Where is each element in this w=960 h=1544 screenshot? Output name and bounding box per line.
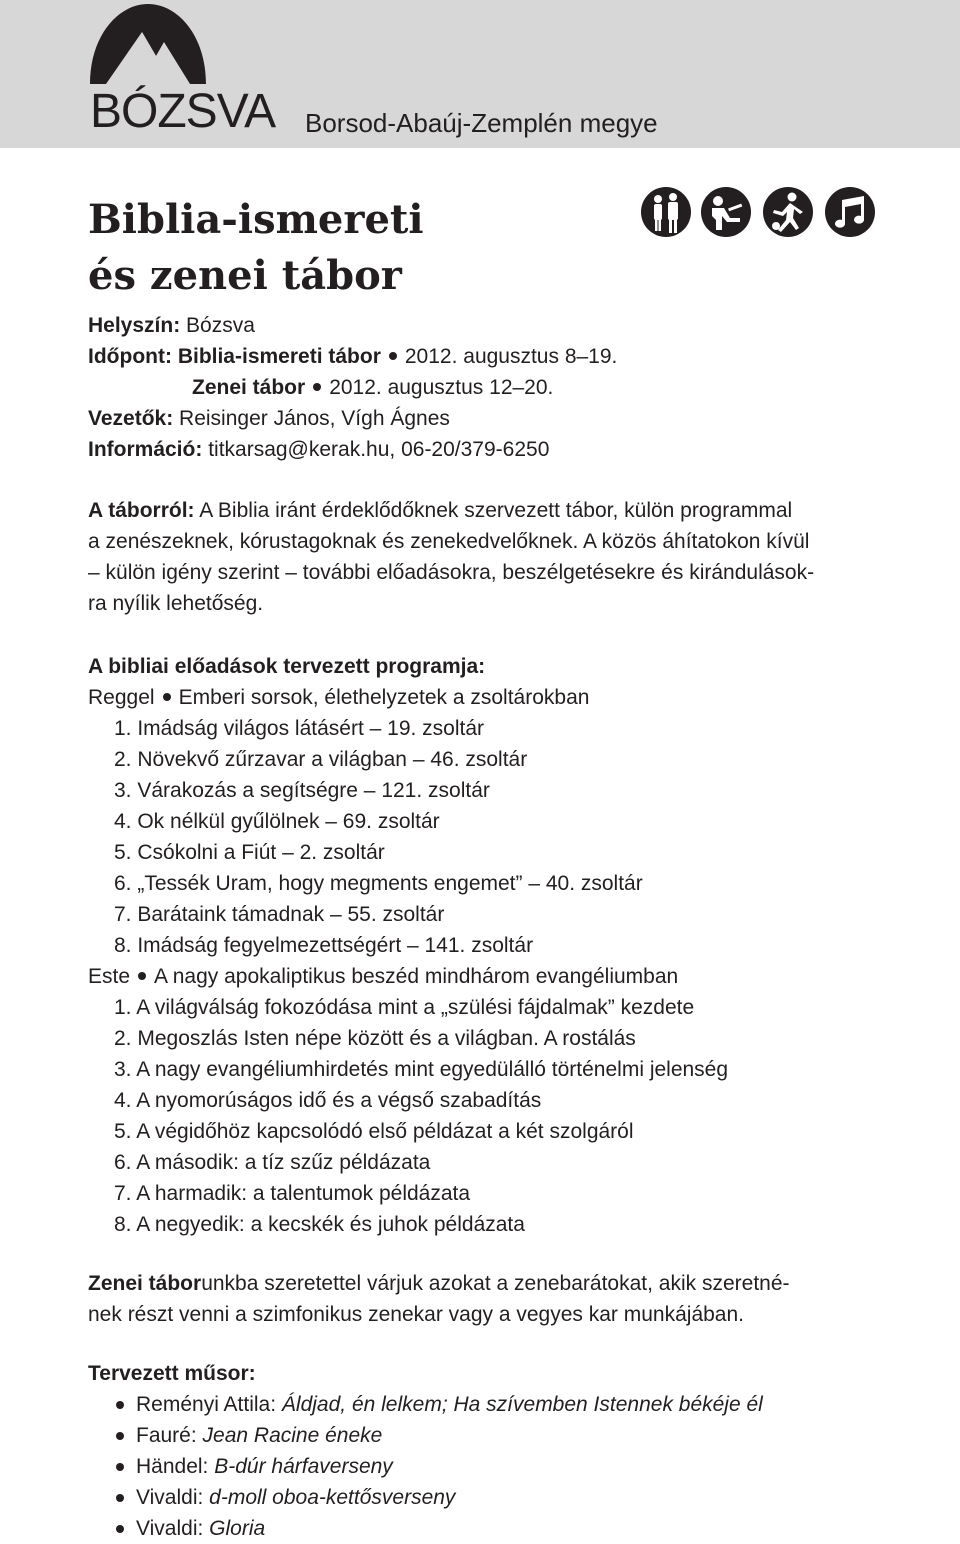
list-item xyxy=(88,1513,763,1544)
list-item: 7. A harmadik: a talentumok példázata xyxy=(114,1182,471,1205)
leaders-value: Reisinger János, Vígh Ágnes xyxy=(179,407,450,430)
reading-icon xyxy=(700,186,752,238)
music-icon xyxy=(824,186,876,238)
about-text: A Biblia iránt érdeklődőknek szervezett tábor, külön programmal xyxy=(194,499,793,522)
program-heading: A bibliai előadások tervezett programja: xyxy=(88,655,486,678)
list-item: 3. Várakozás a segítségre – 121. zsoltár xyxy=(114,779,490,802)
list-item: 6. „Tessék Uram, hogy megments engemet” – 40. zsoltár xyxy=(114,872,643,895)
music-camp-paragraph xyxy=(88,1268,878,1330)
evening-title: A nagy apokaliptikus beszéd mindhárom evangéliumban xyxy=(154,965,679,988)
about-line: a zenészeknek, kórustagoknak és zenekedvelőknek. A közös áhítatokon kívül xyxy=(88,530,810,553)
location-label: Helyszín: xyxy=(88,314,181,337)
bullet-icon xyxy=(313,383,321,391)
leaders-row xyxy=(88,403,617,434)
planned-heading: Tervezett műsor: xyxy=(88,1362,256,1385)
about-line: ra nyílik lehetőség. xyxy=(88,592,264,615)
composer: Händel: xyxy=(136,1455,215,1478)
about-line: – külön igény szerint – további előadásokra, beszélgetésekre és kirándulások- xyxy=(88,561,815,584)
location-row xyxy=(88,310,617,341)
bullet-icon xyxy=(163,693,171,701)
list-item: 5. Csókolni a Fiút – 2. zsoltár xyxy=(114,841,385,864)
planned-program-section xyxy=(88,1358,763,1544)
sport-icon xyxy=(762,186,814,238)
composer: Vivaldi: xyxy=(136,1486,210,1509)
list-item: 5. A végidőhöz kapcsolódó első példázat a két szolgáról xyxy=(114,1120,634,1143)
title-line-2: és zenei tábor xyxy=(88,252,402,299)
bullet-icon xyxy=(138,972,146,980)
list-item: 6. A második: a tíz szűz példázata xyxy=(114,1151,431,1174)
composer: Vivaldi: xyxy=(136,1517,210,1540)
info-section xyxy=(88,310,617,465)
about-paragraph xyxy=(88,495,878,619)
music-bold: Zenei tábor xyxy=(88,1272,202,1295)
contact-value: titkarsag@kerak.hu, 06-20/379-6250 xyxy=(208,438,550,461)
place-name: BÓZSVA xyxy=(90,85,276,138)
list-item xyxy=(88,1420,763,1451)
evening-label: Este xyxy=(88,965,131,988)
morning-label: Reggel xyxy=(88,686,155,709)
time-row-music xyxy=(88,372,617,403)
contact-row xyxy=(88,434,617,465)
county-name: Borsod-Abaúj-Zemplén megye xyxy=(305,108,658,138)
page-header xyxy=(0,0,960,148)
composer: Reményi Attila: xyxy=(136,1393,282,1416)
time-bible-label: Biblia-ismereti tábor xyxy=(177,345,381,368)
list-item: 7. Barátaink támadnak – 55. zsoltár xyxy=(114,903,445,926)
list-item: 2. Növekvő zűrzavar a világban – 46. zsoltár xyxy=(114,748,528,771)
evening-heading xyxy=(88,961,888,992)
time-music-date: 2012. augusztus 12–20. xyxy=(329,376,554,399)
list-item: 1. Imádság világos látásért – 19. zsoltár xyxy=(114,717,485,740)
work-title: d-moll oboa-kettősverseny xyxy=(209,1486,456,1509)
work-title: Gloria xyxy=(209,1517,266,1540)
family-icon xyxy=(640,186,692,238)
time-music-label: Zenei tábor xyxy=(192,376,306,399)
about-line xyxy=(88,495,878,526)
time-row-bible xyxy=(88,341,617,372)
list-item: 3. A nagy evangéliumhirdetés mint egyedülálló történelmi jelenség xyxy=(114,1058,729,1081)
mountain-logo-icon xyxy=(86,2,210,84)
work-title: Jean Racine éneke xyxy=(202,1424,383,1447)
list-item: 1. A világválság fokozódása mint a „szülési fájdalmak” kezdete xyxy=(114,996,695,1019)
list-item xyxy=(88,1482,763,1513)
list-item: 8. Imádság fegyelmezettségért – 141. zsoltár xyxy=(114,934,534,957)
activity-icons xyxy=(640,186,876,242)
morning-title: Emberi sorsok, élethelyzetek a zsoltárokban xyxy=(178,686,590,709)
contact-label: Információ: xyxy=(88,438,203,461)
time-bible-date: 2012. augusztus 8–19. xyxy=(404,345,618,368)
location-value: Bózsva xyxy=(186,314,255,337)
music-line: nek részt venni a szimfonikus zenekar vagy a vegyes kar munkájában. xyxy=(88,1303,744,1326)
about-label: A táborról: xyxy=(88,499,195,522)
list-item: 2. Megoszlás Isten népe között és a világban. A rostálás xyxy=(114,1027,636,1050)
list-item: 8. A negyedik: a kecskék és juhok példázata xyxy=(114,1213,525,1236)
list-item: 4. Ok nélkül gyűlölnek – 69. zsoltár xyxy=(114,810,440,833)
list-item xyxy=(88,1451,763,1482)
leaders-label: Vezetők: xyxy=(88,407,174,430)
music-text: unkba szeretettel várjuk azokat a zenebarátokat, akik szeretné- xyxy=(201,1272,790,1295)
bullet-icon xyxy=(389,352,397,360)
list-item: 4. A nyomorúságos idő és a végső szabadítás xyxy=(114,1089,542,1112)
page-title xyxy=(88,192,424,304)
music-line xyxy=(88,1268,878,1299)
title-line-1: Biblia-ismereti xyxy=(88,196,424,243)
morning-heading xyxy=(88,682,888,713)
composer: Fauré: xyxy=(136,1424,203,1447)
work-title: Áldjad, én lelkem; Ha szívemben Istennek békéje él xyxy=(281,1393,763,1416)
work-title: B-dúr hárfaverseny xyxy=(214,1455,393,1478)
program-section xyxy=(88,651,888,1240)
list-item xyxy=(88,1389,763,1420)
time-label: Időpont: xyxy=(88,345,172,368)
